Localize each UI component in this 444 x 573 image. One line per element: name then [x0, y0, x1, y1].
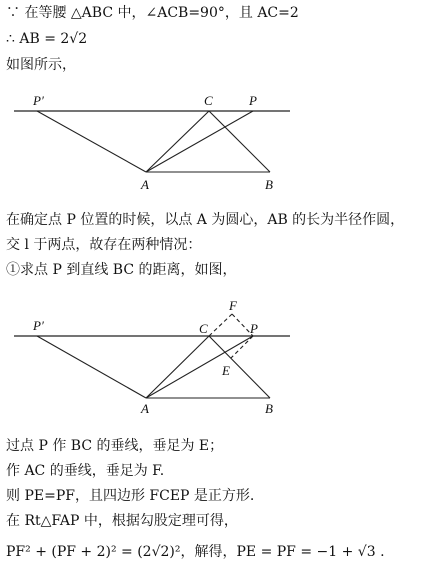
text-line-3: 如图所示， — [6, 57, 76, 73]
label-b: B — [265, 177, 273, 192]
figure-2 — [0, 292, 444, 424]
label-f: F — [229, 298, 237, 313]
text-line-10: 在 Rt△FAP 中，根据勾股定理可得， — [6, 513, 238, 529]
segment-c-b — [209, 336, 270, 398]
label-pprime: P′ — [33, 93, 44, 108]
label-e: E — [222, 363, 230, 378]
label-p: P — [250, 321, 258, 336]
text-line-7: 过点 P 作 BC 的垂线，垂足为 E； — [6, 438, 224, 454]
label-b: B — [265, 401, 273, 416]
text-line-8: 作 AC 的垂线，垂足为 F. — [6, 463, 165, 479]
text-line-9: 则 PE=PF，且四边形 FCEP 是正方形. — [6, 488, 255, 504]
dashed-c-f — [209, 314, 232, 336]
label-p: P — [249, 93, 257, 108]
text-line-4: 在确定点 P 位置的时候，以点 A 为圆心，AB 的长为半径作圆， — [6, 212, 405, 228]
label-c: C — [204, 93, 213, 108]
text-line-5: 交 l 于两点，故存在两种情况： — [6, 237, 202, 253]
label-a: A — [141, 177, 149, 192]
label-c: C — [199, 321, 208, 336]
segment-pprime-a — [37, 336, 146, 398]
text-line-2: ∴ AB = 2√2 — [6, 31, 88, 47]
segment-pprime-a — [37, 111, 146, 172]
text-line-1: ∵ 在等腰 △ABC 中，∠ACB=90°，且 AC=2 — [6, 5, 299, 21]
text-line-6: ①求点 P 到直线 BC 的距离，如图， — [6, 262, 237, 278]
figure-1 — [0, 86, 444, 198]
text-line-11: PF² + (PF + 2)² = (2√2)²，解得，PE = PF = −1 + √3 . — [6, 544, 385, 560]
segment-c-b — [209, 111, 270, 172]
label-a: A — [141, 401, 149, 416]
label-pprime: P′ — [33, 318, 44, 333]
